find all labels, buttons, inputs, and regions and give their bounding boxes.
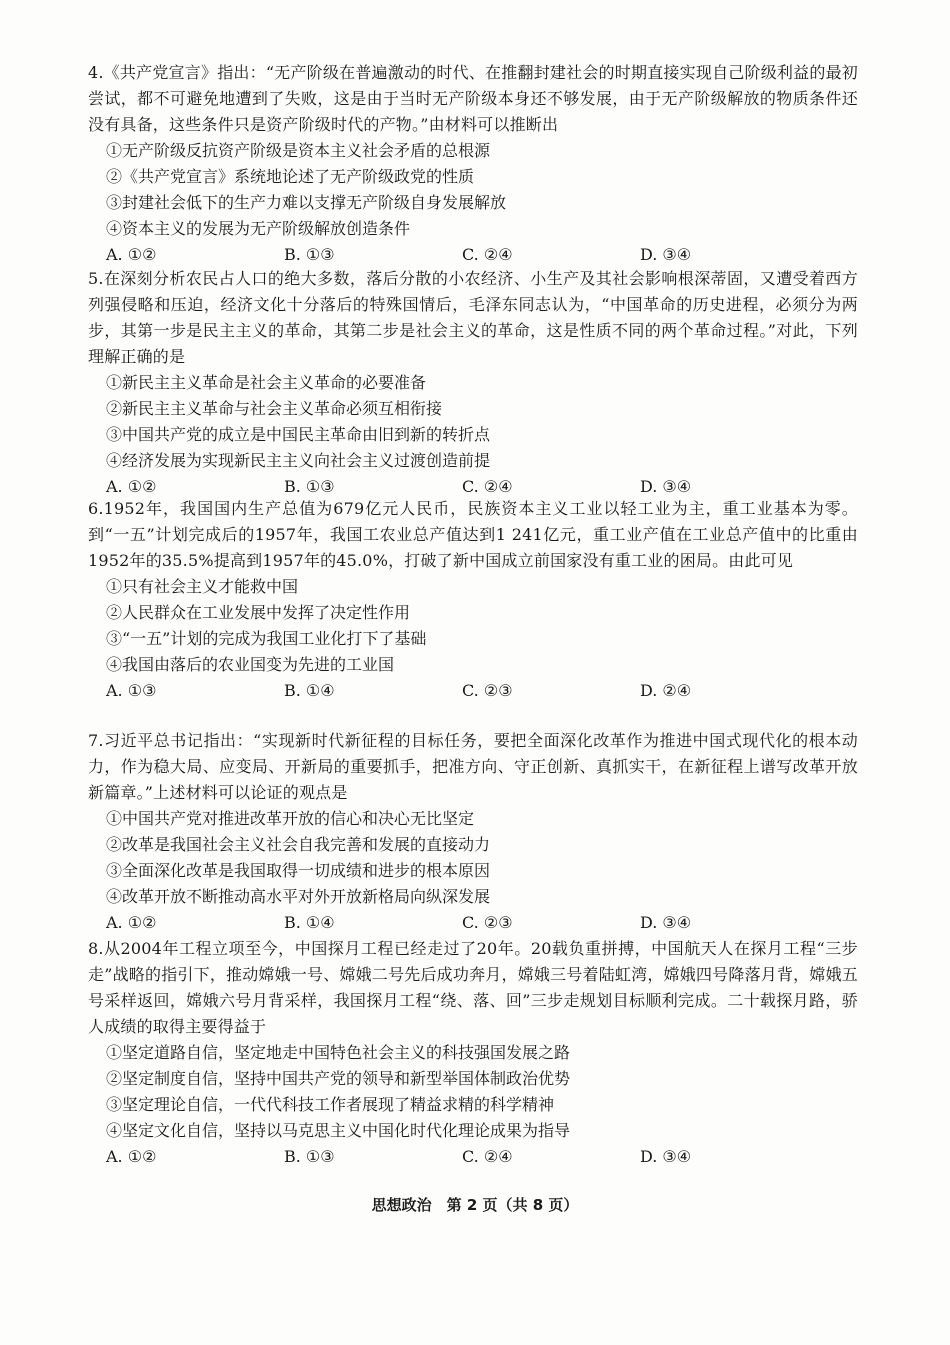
- choice-c[interactable]: C. ②④: [462, 477, 513, 496]
- statement: ③坚定理论自信，一代代科技工作者展现了精益求精的科学精神: [106, 1095, 555, 1114]
- choice-d[interactable]: D. ③④: [640, 913, 692, 932]
- choice-a[interactable]: A. ①②: [106, 245, 157, 264]
- choice-b[interactable]: B. ①③: [284, 1147, 335, 1166]
- choice-a[interactable]: A. ①②: [106, 1147, 157, 1166]
- statement: ①坚定道路自信，坚定地走中国特色社会主义的科技强国发展之路: [106, 1043, 571, 1062]
- statement: ④坚定文化自信，坚持以马克思主义中国化时代化理论成果为指导: [106, 1121, 571, 1140]
- choice-d[interactable]: D. ②④: [640, 681, 692, 700]
- question-4: [88, 60, 858, 268]
- question-stem: 5.在深刻分析农民占人口的绝大多数，落后分散的小农经济、小生产及其社会影响根深蒂固，又遭受着西方列强侵略和压迫，经济文化十分落后的特殊国情后，毛泽东同志认为，“中国革命的历史进程，必须分为两步，其第一步是民主主义的革命，其第二步是社会主义的革命，这是性质不同的两个革命过程。”对此，下列理解正确的是: [88, 269, 858, 366]
- statement: ②新民主主义革命与社会主义革命必须互相衔接: [106, 399, 443, 418]
- page-footer: 思想政治 第 2 页（共 8 页）: [371, 1196, 579, 1214]
- statement: ④资本主义的发展为无产阶级解放创造条件: [106, 219, 411, 238]
- statement: ②《共产党宣言》系统地论述了无产阶级政党的性质: [106, 167, 475, 186]
- statement: ③“一五”计划的完成为我国工业化打下了基础: [106, 629, 427, 648]
- statement: ③封建社会低下的生产力难以支撑无产阶级自身发展解放: [106, 193, 507, 212]
- statement: ④改革开放不断推动高水平对外开放新格局向纵深发展: [106, 887, 491, 906]
- choice-d[interactable]: D. ③④: [640, 477, 692, 496]
- statement: ④经济发展为实现新民主主义向社会主义过渡创造前提: [106, 451, 491, 470]
- question-6: [88, 496, 858, 704]
- statement: ①中国共产党对推进改革开放的信心和决心无比坚定: [106, 809, 475, 828]
- statement: ③全面深化改革是我国取得一切成绩和进步的根本原因: [106, 861, 491, 880]
- choice-c[interactable]: C. ②④: [462, 1147, 513, 1166]
- choice-b[interactable]: B. ①③: [284, 477, 335, 496]
- choice-c[interactable]: C. ②③: [462, 913, 513, 932]
- choice-b[interactable]: B. ①④: [284, 913, 335, 932]
- statement: ②人民群众在工业发展中发挥了决定性作用: [106, 603, 411, 622]
- question-7: [88, 728, 858, 936]
- statement: ③中国共产党的成立是中国民主革命由旧到新的转折点: [106, 425, 491, 444]
- answer-choices: [106, 242, 858, 268]
- choice-d[interactable]: D. ③④: [640, 1147, 692, 1166]
- question-stem: 4.《共产党宣言》指出：“无产阶级在普遍激动的时代、在推翻封建社会的时期直接实现自己阶级利益的最初尝试，都不可避免地遭到了失败，这是由于当时无产阶级本身还不够发展，由于无产阶级解放的物质条件还没有具备，这些条件只是资产阶级时代的产物。”由材料可以推断出: [88, 63, 858, 134]
- choice-a[interactable]: A. ①③: [106, 681, 157, 700]
- statement: ④我国由落后的农业国变为先进的工业国: [106, 655, 395, 674]
- choice-b[interactable]: B. ①③: [284, 245, 335, 264]
- choice-a[interactable]: A. ①②: [106, 913, 157, 932]
- choice-c[interactable]: C. ②④: [462, 245, 513, 264]
- statement: ①无产阶级反抗资产阶级是资本主义社会矛盾的总根源: [106, 141, 491, 160]
- statement: ②坚定制度自信，坚持中国共产党的领导和新型举国体制政治优势: [106, 1069, 571, 1088]
- statement: ①只有社会主义才能救中国: [106, 577, 299, 596]
- answer-choices: [106, 678, 858, 704]
- answer-choices: [106, 910, 858, 936]
- choice-d[interactable]: D. ③④: [640, 245, 692, 264]
- statement: ①新民主主义革命是社会主义革命的必要准备: [106, 373, 427, 392]
- question-stem: 8.从2004年工程立项至今，中国探月工程已经走过了20年。20载负重拼搏，中国航天人在探月工程“三步走”战略的指引下，推动嫦娥一号、嫦娥二号先后成功奔月，嫦娥三号着陆虹湾，嫦娥四号降落月背，嫦娥五号采样返回，嫦娥六号月背采样，我国探月工程“绕、落、回”三步走规划目标顺利完成。二十载探月路，骄人成绩的取得主要得益于: [88, 939, 858, 1036]
- question-8: [88, 936, 858, 1170]
- question-5: [88, 266, 858, 500]
- choice-a[interactable]: A. ①②: [106, 477, 157, 496]
- choice-c[interactable]: C. ②③: [462, 681, 513, 700]
- question-stem: 7.习近平总书记指出：“实现新时代新征程的目标任务，要把全面深化改革作为推进中国式现代化的根本动力，作为稳大局、应变局、开新局的重要抓手，把准方向、守正创新、真抓实干，在新征程上谱写改革开放新篇章。”上述材料可以论证的观点是: [88, 731, 858, 802]
- question-stem: 6.1952年，我国国内生产总值为679亿元人民币，民族资本主义工业以轻工业为主，重工业基本为零。到“一五”计划完成后的1957年，我国工农业总产值达到1 241亿元，重工业产值在工业总产值中的比重由1952年的35.5%提高到1957年的45.0%，打破了新中国成立前国家没有重工业的困局。由此可见: [88, 499, 858, 570]
- choice-b[interactable]: B. ①④: [284, 681, 335, 700]
- statement: ②改革是我国社会主义社会自我完善和发展的直接动力: [106, 835, 491, 854]
- answer-choices: [106, 1144, 858, 1170]
